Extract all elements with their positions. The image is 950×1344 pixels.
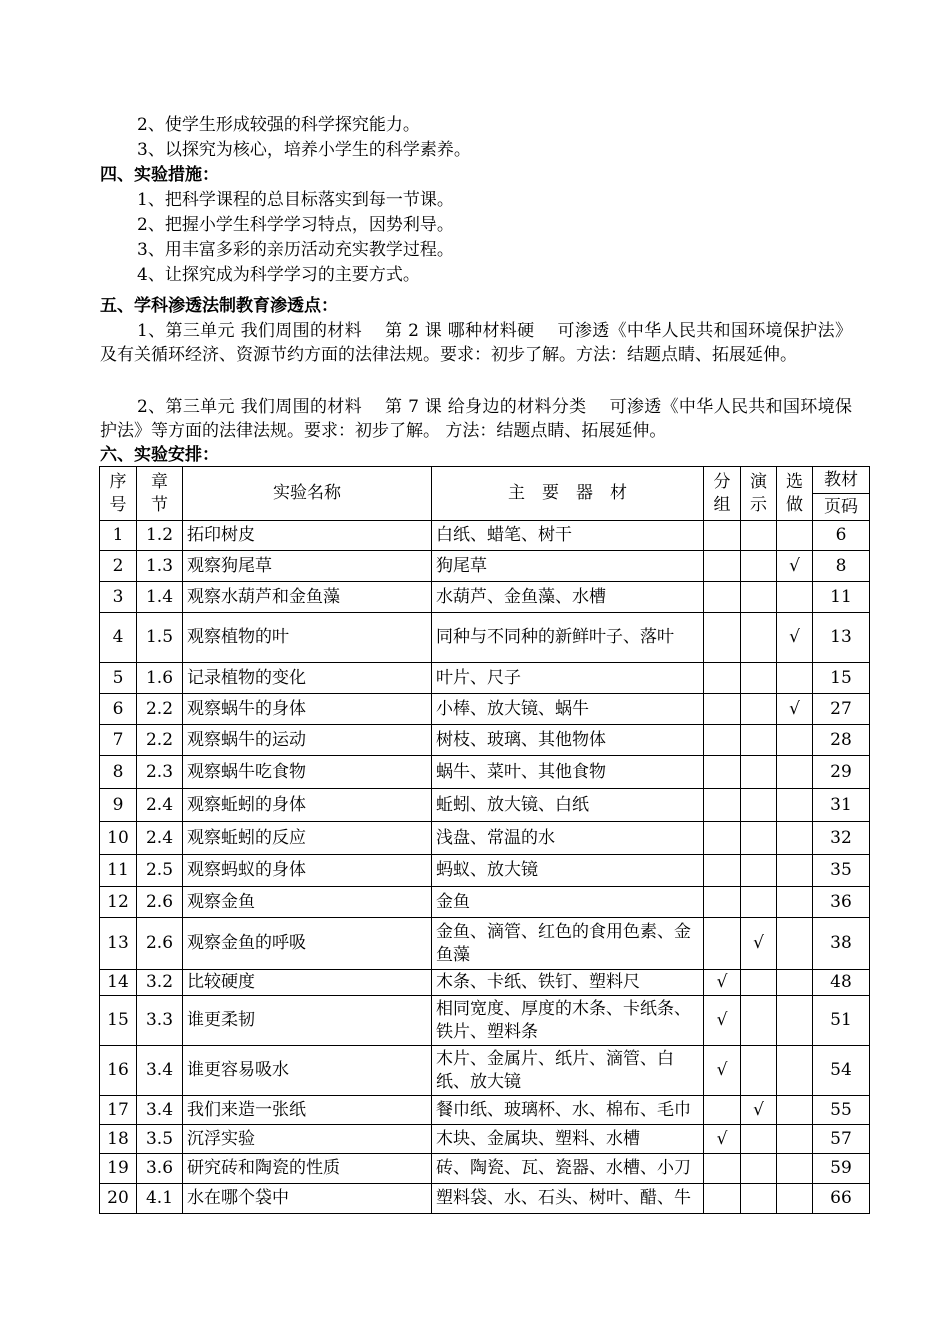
row-group-mark [704, 756, 741, 789]
table-row [100, 663, 870, 694]
row-page: 57 [813, 1125, 870, 1154]
row-optional-mark [777, 521, 813, 551]
row-name: 谁更柔韧 [183, 996, 432, 1046]
row-page: 11 [813, 582, 870, 613]
row-chapter: 1.2 [137, 521, 183, 551]
row-group-mark: √ [704, 1046, 741, 1096]
row-no: 4 [100, 613, 137, 663]
row-optional-mark [777, 996, 813, 1046]
row-materials: 小棒、放大镜、蜗牛 [432, 694, 704, 725]
row-group-mark [704, 855, 741, 887]
row-optional-mark [777, 822, 813, 855]
row-name: 比较硬度 [183, 970, 432, 996]
row-optional-mark [777, 887, 813, 918]
table-row [100, 996, 870, 1046]
row-demo-mark [741, 694, 777, 725]
row-materials: 同种与不同种的新鲜叶子、落叶 [432, 613, 704, 663]
row-name: 观察狗尾草 [183, 551, 432, 582]
row-optional-mark [777, 918, 813, 970]
row-chapter: 1.4 [137, 582, 183, 613]
row-page: 27 [813, 694, 870, 725]
row-group-mark [704, 725, 741, 756]
row-name: 观察蚯蚓的反应 [183, 822, 432, 855]
header-group: 分 组 [704, 467, 741, 521]
row-page: 35 [813, 855, 870, 887]
row-chapter: 2.6 [137, 918, 183, 970]
row-page: 48 [813, 970, 870, 996]
header-page: 页码 [813, 494, 870, 521]
law-paragraph-2: 2、第三单元 我们周围的材料 第 7 课 给身边的材料分类 可渗透《中华人民共和国环境保护法》等方面的法律法规。要求：初步了解。 方法：结题点睛、拓展延伸。 [100, 397, 852, 441]
row-optional-mark [777, 1154, 813, 1184]
row-materials: 树枝、玻璃、其他物体 [432, 725, 704, 756]
row-optional-mark [777, 1184, 813, 1214]
row-demo-mark [741, 613, 777, 663]
section-heading-arrangement: 六、实验安排： [100, 445, 219, 465]
row-optional-mark [777, 663, 813, 694]
row-no: 1 [100, 521, 137, 551]
row-demo-mark [741, 970, 777, 996]
row-demo-mark [741, 756, 777, 789]
row-demo-mark [741, 789, 777, 822]
row-optional-mark [777, 1046, 813, 1096]
row-demo-mark [741, 1046, 777, 1096]
table-row [100, 551, 870, 582]
table-row [100, 822, 870, 855]
row-group-mark [704, 521, 741, 551]
row-optional-mark [777, 970, 813, 996]
row-no: 7 [100, 725, 137, 756]
row-chapter: 3.4 [137, 1046, 183, 1096]
row-demo-mark [741, 551, 777, 582]
table-row [100, 521, 870, 551]
table-row [100, 1184, 870, 1214]
table-row [100, 918, 870, 970]
row-chapter: 2.3 [137, 756, 183, 789]
row-name: 沉浮实验 [183, 1125, 432, 1154]
row-demo-mark [741, 1154, 777, 1184]
row-optional-mark [777, 1125, 813, 1154]
row-group-mark [704, 663, 741, 694]
row-name: 观察蚯蚓的身体 [183, 789, 432, 822]
table-row [100, 1125, 870, 1154]
row-group-mark [704, 887, 741, 918]
row-name: 观察蜗牛的身体 [183, 694, 432, 725]
row-page: 32 [813, 822, 870, 855]
row-name: 观察蜗牛的运动 [183, 725, 432, 756]
row-group-mark: √ [704, 996, 741, 1046]
row-demo-mark: √ [741, 1096, 777, 1125]
row-optional-mark [777, 1096, 813, 1125]
table-row [100, 1096, 870, 1125]
row-page: 29 [813, 756, 870, 789]
row-optional-mark [777, 582, 813, 613]
row-name: 观察金鱼的呼吸 [183, 918, 432, 970]
row-page: 51 [813, 996, 870, 1046]
row-page: 8 [813, 551, 870, 582]
row-demo-mark [741, 822, 777, 855]
row-group-mark [704, 1184, 741, 1214]
row-group-mark [704, 694, 741, 725]
table-row [100, 789, 870, 822]
row-page: 13 [813, 613, 870, 663]
header-chapter: 章 节 [137, 467, 183, 521]
row-chapter: 3.4 [137, 1096, 183, 1125]
measure-item-3: 3、用丰富多彩的亲历活动充实教学过程。 [137, 240, 454, 260]
row-chapter: 2.6 [137, 887, 183, 918]
row-group-mark [704, 551, 741, 582]
row-name: 观察蜗牛吃食物 [183, 756, 432, 789]
row-page: 38 [813, 918, 870, 970]
row-demo-mark [741, 996, 777, 1046]
row-chapter: 3.3 [137, 996, 183, 1046]
row-chapter: 3.5 [137, 1125, 183, 1154]
row-name: 观察植物的叶 [183, 613, 432, 663]
header-demo: 演 示 [741, 467, 777, 521]
row-group-mark [704, 582, 741, 613]
table-row [100, 694, 870, 725]
row-no: 15 [100, 996, 137, 1046]
row-demo-mark [741, 1184, 777, 1214]
row-optional-mark [777, 789, 813, 822]
row-name: 拓印树皮 [183, 521, 432, 551]
row-demo-mark [741, 725, 777, 756]
row-materials: 水葫芦、金鱼藻、水槽 [432, 582, 704, 613]
row-no: 9 [100, 789, 137, 822]
row-no: 18 [100, 1125, 137, 1154]
row-page: 54 [813, 1046, 870, 1096]
row-page: 6 [813, 521, 870, 551]
row-materials: 木块、金属块、塑料、水槽 [432, 1125, 704, 1154]
row-page: 55 [813, 1096, 870, 1125]
table-row [100, 887, 870, 918]
measure-item-2: 2、把握小学生科学学习特点，因势利导。 [137, 215, 454, 235]
table-row [100, 1046, 870, 1096]
row-demo-mark [741, 887, 777, 918]
row-no: 2 [100, 551, 137, 582]
row-group-mark [704, 1154, 741, 1184]
section-heading-law: 五、学科渗透法制教育渗透点： [100, 296, 338, 316]
row-chapter: 2.4 [137, 822, 183, 855]
row-no: 11 [100, 855, 137, 887]
experiment-table [99, 466, 870, 1214]
row-materials: 狗尾草 [432, 551, 704, 582]
row-optional-mark: √ [777, 694, 813, 725]
row-name: 研究砖和陶瓷的性质 [183, 1154, 432, 1184]
header-no: 序 号 [100, 467, 137, 521]
table-row [100, 613, 870, 663]
row-materials: 叶片、尺子 [432, 663, 704, 694]
table-row [100, 582, 870, 613]
row-materials: 砖、陶瓷、瓦、瓷器、水槽、小刀 [432, 1154, 704, 1184]
row-group-mark [704, 789, 741, 822]
header-materials: 主 要 器 材 [432, 467, 704, 521]
row-page: 28 [813, 725, 870, 756]
row-chapter: 2.2 [137, 694, 183, 725]
row-no: 5 [100, 663, 137, 694]
row-materials: 蚯蚓、放大镜、白纸 [432, 789, 704, 822]
row-demo-mark: √ [741, 918, 777, 970]
row-optional-mark: √ [777, 613, 813, 663]
measure-item-4: 4、让探究成为科学学习的主要方式。 [137, 265, 420, 285]
row-chapter: 1.6 [137, 663, 183, 694]
row-page: 15 [813, 663, 870, 694]
row-materials: 塑料袋、水、石头、树叶、醋、牛 [432, 1184, 704, 1214]
row-materials: 浅盘、常温的水 [432, 822, 704, 855]
table-row [100, 725, 870, 756]
row-materials: 白纸、蜡笔、树干 [432, 521, 704, 551]
row-materials: 金鱼 [432, 887, 704, 918]
table-row [100, 855, 870, 887]
row-optional-mark [777, 756, 813, 789]
row-chapter: 2.2 [137, 725, 183, 756]
row-name: 我们来造一张纸 [183, 1096, 432, 1125]
row-materials: 木片、金属片、纸片、滴管、白纸、放大镜 [432, 1046, 704, 1096]
goal-item-2: 2、使学生形成较强的科学探究能力。 [137, 115, 420, 135]
row-name: 水在哪个袋中 [183, 1184, 432, 1214]
row-no: 14 [100, 970, 137, 996]
row-no: 16 [100, 1046, 137, 1096]
row-name: 观察水葫芦和金鱼藻 [183, 582, 432, 613]
row-group-mark [704, 613, 741, 663]
row-optional-mark [777, 855, 813, 887]
row-chapter: 1.3 [137, 551, 183, 582]
row-chapter: 1.5 [137, 613, 183, 663]
table-row [100, 1154, 870, 1184]
header-optional: 选 做 [777, 467, 813, 521]
goal-item-3: 3、以探究为核心，培养小学生的科学素养。 [137, 140, 471, 160]
row-materials: 金鱼、滴管、红色的食用色素、金鱼藻 [432, 918, 704, 970]
row-demo-mark [741, 1125, 777, 1154]
row-page: 59 [813, 1154, 870, 1184]
row-name: 观察蚂蚁的身体 [183, 855, 432, 887]
row-no: 8 [100, 756, 137, 789]
row-no: 20 [100, 1184, 137, 1214]
row-chapter: 2.4 [137, 789, 183, 822]
measure-item-1: 1、把科学课程的总目标落实到每一节课。 [137, 190, 454, 210]
law-paragraph-1: 1、第三单元 我们周围的材料 第 2 课 哪种材料硬 可渗透《中华人民共和国环境保护法》及有关循环经济、资源节约方面的法律法规。要求：初步了解。方法：结题点睛、拓展延伸。 [100, 321, 852, 365]
row-name: 观察金鱼 [183, 887, 432, 918]
row-no: 10 [100, 822, 137, 855]
row-chapter: 2.5 [137, 855, 183, 887]
row-chapter: 4.1 [137, 1184, 183, 1214]
row-chapter: 3.2 [137, 970, 183, 996]
row-demo-mark [741, 582, 777, 613]
row-group-mark [704, 1096, 741, 1125]
table-row [100, 970, 870, 996]
row-no: 3 [100, 582, 137, 613]
table-header-row [100, 467, 870, 494]
row-materials: 蜗牛、菜叶、其他食物 [432, 756, 704, 789]
row-no: 13 [100, 918, 137, 970]
table-row [100, 756, 870, 789]
row-group-mark [704, 822, 741, 855]
row-demo-mark [741, 855, 777, 887]
row-group-mark: √ [704, 1125, 741, 1154]
row-name: 记录植物的变化 [183, 663, 432, 694]
row-name: 谁更容易吸水 [183, 1046, 432, 1096]
row-no: 19 [100, 1154, 137, 1184]
row-materials: 蚂蚁、放大镜 [432, 855, 704, 887]
row-materials: 木条、卡纸、铁钉、塑料尺 [432, 970, 704, 996]
row-optional-mark [777, 725, 813, 756]
row-optional-mark: √ [777, 551, 813, 582]
row-demo-mark [741, 521, 777, 551]
row-materials: 餐巾纸、玻璃杯、水、棉布、毛巾 [432, 1096, 704, 1125]
header-name: 实验名称 [183, 467, 432, 521]
row-page: 36 [813, 887, 870, 918]
row-page: 31 [813, 789, 870, 822]
row-demo-mark [741, 663, 777, 694]
row-no: 6 [100, 694, 137, 725]
row-chapter: 3.6 [137, 1154, 183, 1184]
row-no: 17 [100, 1096, 137, 1125]
row-page: 66 [813, 1184, 870, 1214]
header-textbook: 教材 [813, 467, 870, 494]
row-materials: 相同宽度、厚度的木条、卡纸条、铁片、塑料条 [432, 996, 704, 1046]
row-no: 12 [100, 887, 137, 918]
section-heading-measures: 四、实验措施： [100, 165, 219, 185]
row-group-mark [704, 918, 741, 970]
row-group-mark: √ [704, 970, 741, 996]
